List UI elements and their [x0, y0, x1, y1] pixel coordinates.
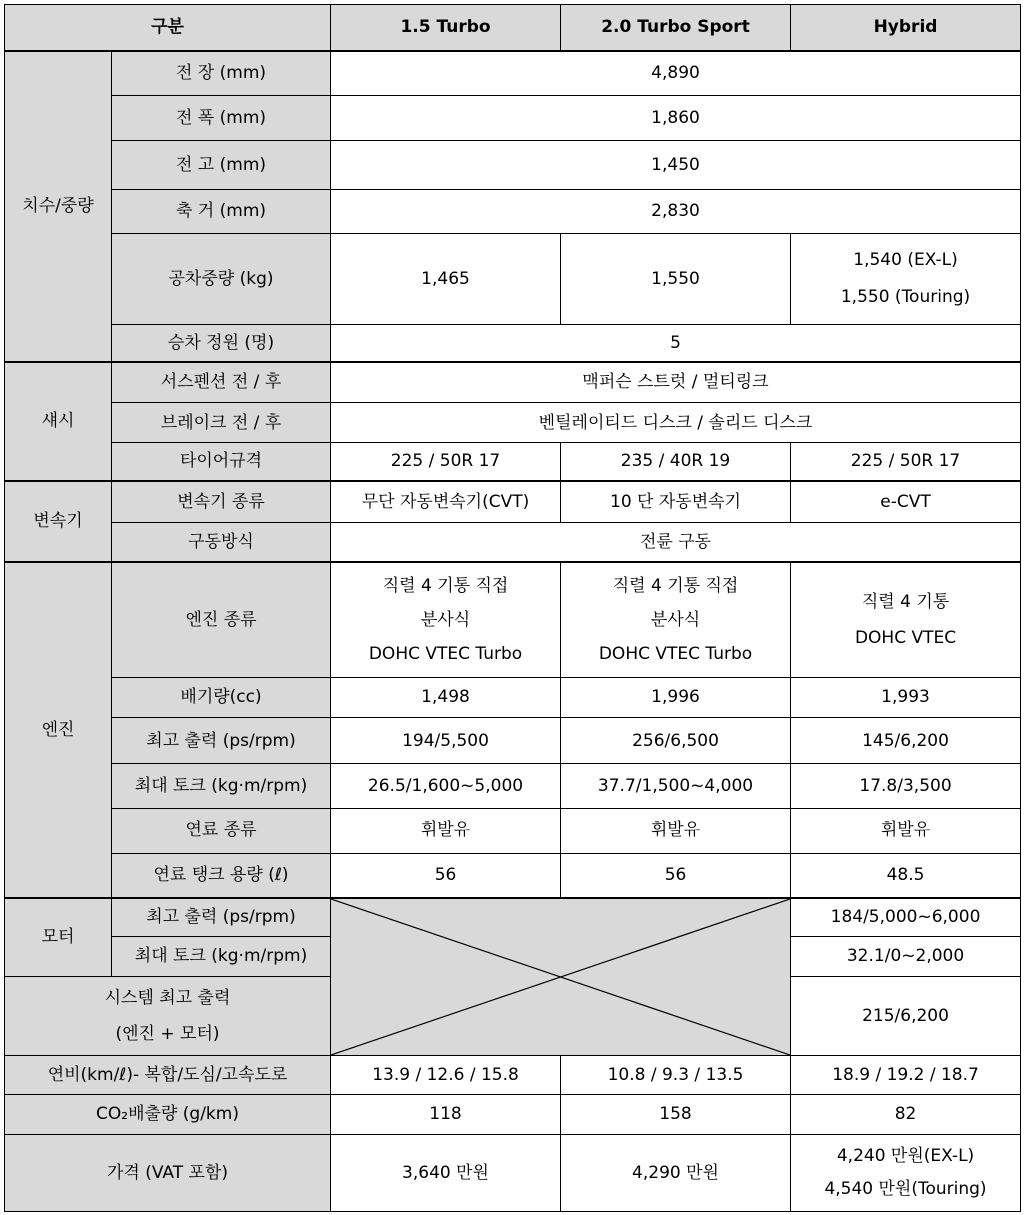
- cell-value: 3,640 만원: [331, 1134, 561, 1211]
- cell-line: 4,240 만원(EX-L): [836, 1146, 975, 1167]
- row-label: 타이어규격: [112, 443, 331, 481]
- table-row: [5, 718, 1021, 764]
- row-label: [5, 977, 331, 1056]
- header-category: 구분: [5, 5, 331, 51]
- table-row: [5, 233, 1021, 324]
- cell-value: 18.9 / 19.2 / 18.7: [791, 1056, 1021, 1095]
- cell-value: 48.5: [791, 853, 1021, 898]
- cell-value: [561, 562, 791, 677]
- row-label: 축 거 (mm): [112, 189, 331, 233]
- table-row: [5, 1095, 1021, 1134]
- table-row: [5, 678, 1021, 718]
- row-label: 배기량(cc): [112, 678, 331, 718]
- cell-value: [791, 1134, 1021, 1211]
- group-transmission: 변속기: [5, 481, 112, 562]
- cell-value: 118: [331, 1095, 561, 1134]
- group-chassis: 섀시: [5, 362, 112, 481]
- cell-value: 휘발유: [331, 808, 561, 853]
- cell-value: 휘발유: [561, 808, 791, 853]
- cell-value: 무단 자동변속기(CVT): [331, 481, 561, 522]
- table-row: [5, 853, 1021, 898]
- cell-value: 56: [561, 853, 791, 898]
- table-row: [5, 808, 1021, 853]
- cell-value: 225 / 50R 17: [791, 443, 1021, 481]
- table-row: [5, 51, 1021, 96]
- table-row: [5, 522, 1021, 562]
- table-row: [5, 325, 1021, 362]
- group-motor: 모터: [5, 898, 112, 976]
- cell-value: 82: [791, 1095, 1021, 1134]
- table-row: [5, 898, 1021, 936]
- cell-line: DOHC VTEC: [854, 628, 957, 649]
- row-label: CO₂배출량 (g/km): [5, 1095, 331, 1134]
- header-hybrid: Hybrid: [791, 5, 1021, 51]
- row-label: 엔진 종류: [112, 562, 331, 677]
- cell-value: 벤틸레이티드 디스크 / 솔리드 디스크: [331, 403, 1021, 443]
- cell-line: 분사식: [650, 609, 701, 630]
- table-row: [5, 1134, 1021, 1211]
- header-20-turbo-sport: 2.0 Turbo Sport: [561, 5, 791, 51]
- cell-value: 1,498: [331, 678, 561, 718]
- cell-value: 1,465: [331, 233, 561, 324]
- table-row: [5, 1056, 1021, 1095]
- row-label: 최고 출력 (ps/rpm): [112, 718, 331, 764]
- cell-value: 26.5/1,600~5,000: [331, 764, 561, 808]
- cell-value: 158: [561, 1095, 791, 1134]
- cell-value: 1,993: [791, 678, 1021, 718]
- cell-value: 17.8/3,500: [791, 764, 1021, 808]
- cell-value: 235 / 40R 19: [561, 443, 791, 481]
- cell-value: 4,890: [331, 51, 1021, 96]
- cell-value: 225 / 50R 17: [331, 443, 561, 481]
- cell-value: 215/6,200: [791, 977, 1021, 1056]
- cell-value: 2,830: [331, 189, 1021, 233]
- row-label: 최대 토크 (kg·m/rpm): [112, 764, 331, 808]
- cell-line: DOHC VTEC Turbo: [368, 644, 523, 665]
- cell-value: 1,996: [561, 678, 791, 718]
- row-label: 연비(km/ℓ)- 복합/도심/고속도로: [5, 1056, 331, 1095]
- row-label: 브레이크 전 / 후: [112, 403, 331, 443]
- cell-value: 37.7/1,500~4,000: [561, 764, 791, 808]
- table-row: [5, 141, 1021, 189]
- cell-line: 1,550 (Touring): [840, 286, 971, 307]
- cell-value: 256/6,500: [561, 718, 791, 764]
- table-row: [5, 403, 1021, 443]
- cell-value: 맥퍼슨 스트럿 / 멀티링크: [331, 362, 1021, 403]
- group-dims: 치수/중량: [5, 51, 112, 362]
- cell-value: 10.8 / 9.3 / 13.5: [561, 1056, 791, 1095]
- cell-line: 직렬 4 기통: [861, 591, 950, 612]
- row-label: 승차 정원 (명): [112, 325, 331, 362]
- row-label: 전 폭 (mm): [112, 96, 331, 141]
- cell-line: 직렬 4 기통 직접: [612, 575, 739, 596]
- cell-value: 휘발유: [791, 808, 1021, 853]
- row-label: 구동방식: [112, 522, 331, 562]
- cell-value: 13.9 / 12.6 / 15.8: [331, 1056, 561, 1095]
- cell-value: [331, 562, 561, 677]
- cell-value: 5: [331, 325, 1021, 362]
- cell-value: 194/5,500: [331, 718, 561, 764]
- row-label: 전 고 (mm): [112, 141, 331, 189]
- row-label: 전 장 (mm): [112, 51, 331, 96]
- cell-line: 분사식: [420, 609, 471, 630]
- cell-value: [791, 233, 1021, 324]
- cell-line: 시스템 최고 출력: [104, 987, 231, 1008]
- spec-table: [4, 4, 1021, 1212]
- row-label: 최고 출력 (ps/rpm): [112, 898, 331, 936]
- cell-value: 전륜 구동: [331, 522, 1021, 562]
- group-engine: 엔진: [5, 562, 112, 898]
- table-row: [5, 96, 1021, 141]
- row-label: 공차중량 (kg): [112, 233, 331, 324]
- table-row: [5, 443, 1021, 481]
- table-row: [5, 562, 1021, 677]
- cell-value: 1,450: [331, 141, 1021, 189]
- cell-value: 32.1/0~2,000: [791, 936, 1021, 976]
- row-label: 연료 탱크 용량 (ℓ): [112, 853, 331, 898]
- table-row: [5, 189, 1021, 233]
- cross-lines-icon: [331, 899, 790, 1055]
- cell-line: (엔진 + 모터): [115, 1024, 220, 1045]
- cell-value: 184/5,000~6,000: [791, 898, 1021, 936]
- cell-value: e-CVT: [791, 481, 1021, 522]
- cell-line: 1,540 (EX-L): [853, 250, 958, 271]
- table-row: [5, 362, 1021, 403]
- cell-line: 4,540 만원(Touring): [824, 1178, 987, 1199]
- cell-value: 1,860: [331, 96, 1021, 141]
- header-row: [5, 5, 1021, 51]
- row-label: 가격 (VAT 포함): [5, 1134, 331, 1211]
- cell-line: 직렬 4 기통 직접: [382, 575, 509, 596]
- cell-value: [791, 562, 1021, 677]
- row-label: 변속기 종류: [112, 481, 331, 522]
- row-label: 최대 토크 (kg·m/rpm): [112, 936, 331, 976]
- row-label: 연료 종류: [112, 808, 331, 853]
- cell-value: 4,290 만원: [561, 1134, 791, 1211]
- cell-value: 145/6,200: [791, 718, 1021, 764]
- row-label: 서스펜션 전 / 후: [112, 362, 331, 403]
- header-15-turbo: 1.5 Turbo: [331, 5, 561, 51]
- table-row: [5, 764, 1021, 808]
- table-row: [5, 481, 1021, 522]
- cell-value: 10 단 자동변속기: [561, 481, 791, 522]
- not-applicable-cross: [331, 898, 791, 1056]
- cell-value: 1,550: [561, 233, 791, 324]
- cell-line: DOHC VTEC Turbo: [598, 644, 753, 665]
- cell-value: 56: [331, 853, 561, 898]
